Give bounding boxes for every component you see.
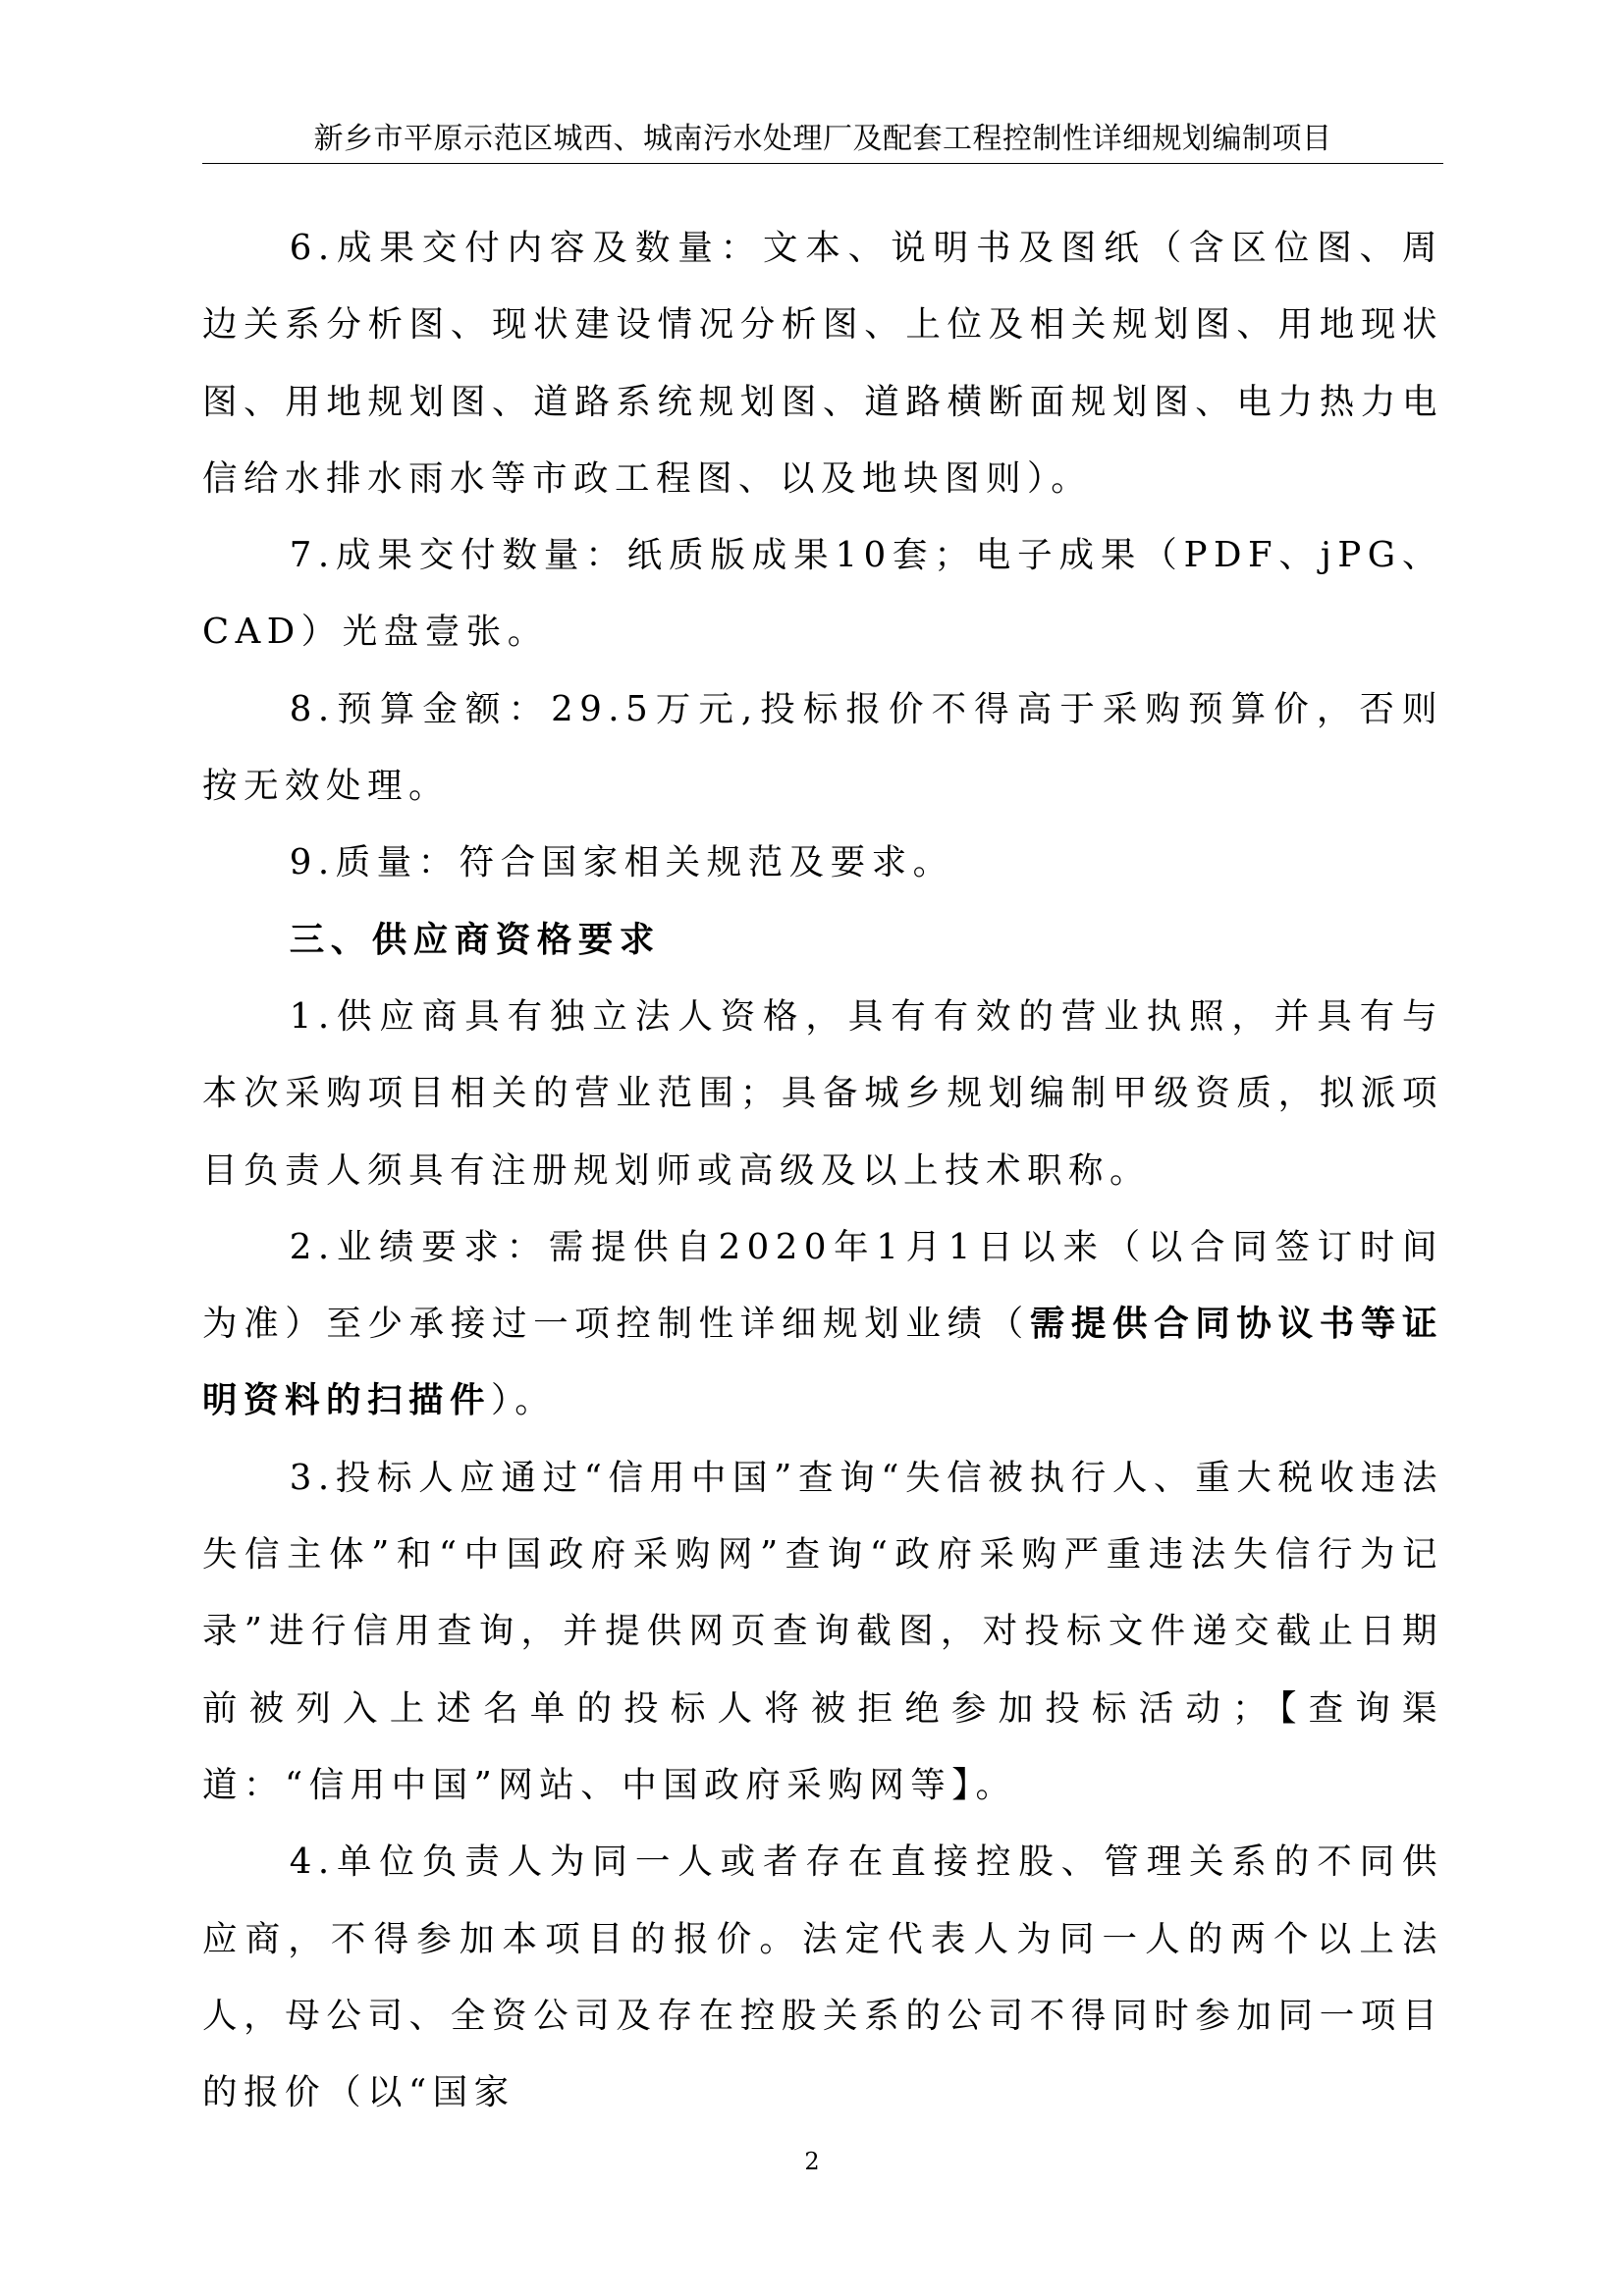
- paragraph-quality: 9.质量：符合国家相关规范及要求。: [289, 842, 954, 883]
- header-divider: [202, 163, 1443, 164]
- paragraph-credit-check: 3.投标人应通过“信用中国”查询“失信被执行人、重大税收违法失信主体”和“中国政府采购网”查询“政府采购严重违法失信行为记录”进行信用查询，并提供网页查询截图，对投标文件递交截止日期前被列入上述名单的投标人将被拒绝参加投标活动；【查询渠道：“信用中国”网站、中国政府采购网等】。: [202, 1457, 1443, 1805]
- paragraph-legal-entity: 1.供应商具有独立法人资格，具有有效的营业执照，并具有与本次采购项目相关的营业范围；具备城乡规划编制甲级资质，拟派项目负责人须具有注册规划师或高级及以上技术职称。: [202, 995, 1443, 1191]
- performance-text-before: 2.业绩要求：需提供自2020年1月1日以来（以合同签订时间为准）至少承接过一项控制性详细规划业绩（: [202, 1226, 1443, 1345]
- page-header-title: 新乡市平原示范区城西、城南污水处理厂及配套工程控制性详细规划编制项目: [313, 122, 1332, 156]
- page-number: 2: [804, 2148, 820, 2175]
- section-heading-supplier-qualifications: 三、供应商资格要求: [289, 919, 661, 960]
- document-body: [202, 210, 1443, 2131]
- paragraph-budget: 8.预算金额：29.5万元,投标报价不得高于采购预算价，否则按无效处理。: [202, 688, 1443, 807]
- performance-text-bold: 需提供合同协议书等证明资料的扫描件: [202, 1304, 1443, 1421]
- paragraph-performance-requirement: [202, 1209, 1443, 1440]
- paragraph-same-owner-restriction: 4.单位负责人为同一人或者存在直接控股、管理关系的不同供应商，不得参加本项目的报价。法定代表人为同一人的两个以上法人，母公司、全资公司及存在控股关系的公司不得同时参加同一项目的报价（以“国家: [202, 1842, 1443, 2113]
- performance-text-after: ）。: [491, 1380, 557, 1421]
- paragraph-deliverables-content: 6.成果交付内容及数量：文本、说明书及图纸（含区位图、周边关系分析图、现状建设情况分析图、上位及相关规划图、用地现状图、用地规划图、道路系统规划图、道路横断面规划图、电力热力电信给水排水雨水等市政工程图、以及地块图则）。: [202, 228, 1443, 499]
- paragraph-deliverables-quantity: 7.成果交付数量：纸质版成果10套；电子成果（PDF、jPG、CAD）光盘壹张。: [202, 535, 1443, 653]
